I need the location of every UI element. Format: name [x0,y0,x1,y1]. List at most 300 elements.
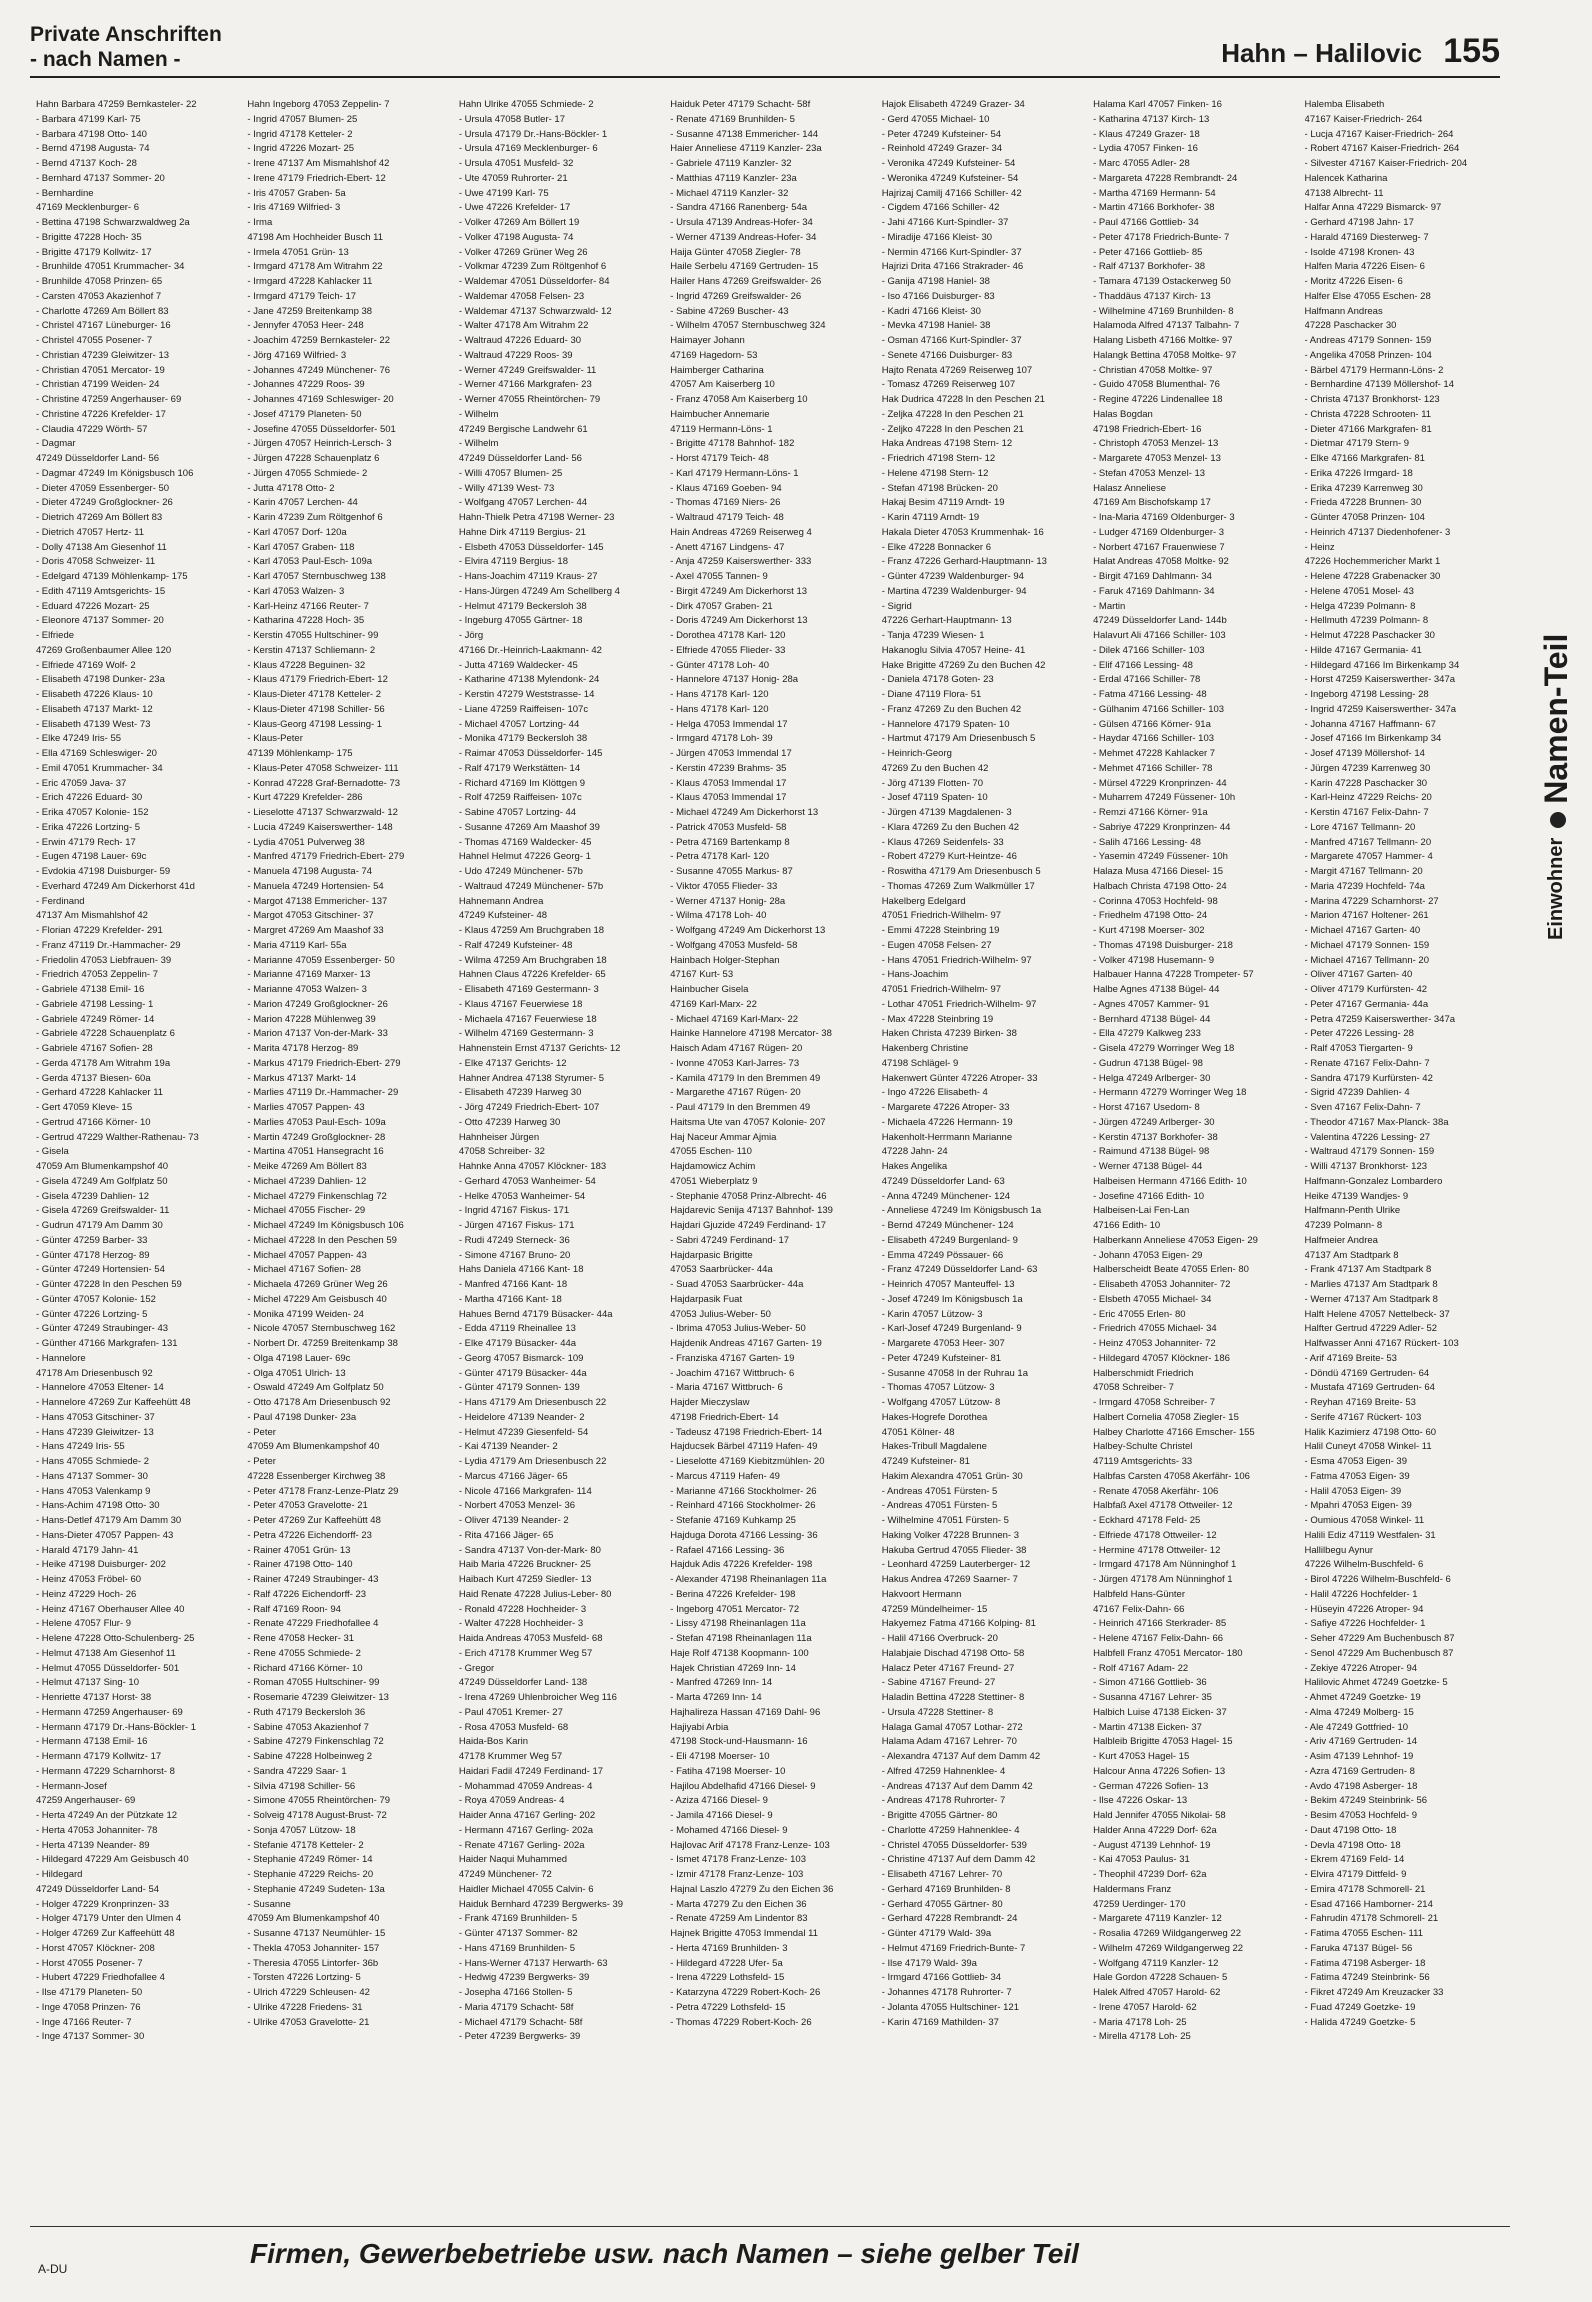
listing-entry: - Florian 47229 Krefelder- 291 [36,925,163,936]
listing-entry: - Lieselotte 47169 Kiebitzmühlen- 20 [670,1456,825,1467]
listing-entry: - Hans-Achim 47198 Otto- 30 [36,1500,160,1512]
listing-entry: - Jürgen 47139 Magdalenen- 3 [881,807,1012,818]
listing-entry: - Jörg 47249 Friedrich-Ebert- 107 [458,1102,600,1113]
listing-entry: - Sabine 47269 Buscher- 43 [670,305,789,317]
listing-entry: - Konrad 47228 Graf-Bernadotte- 73 [247,777,401,789]
listing-entry: - Hermann 47229 Scharnhorst- 8 [36,1765,175,1777]
listing-entry: - Rita 47166 Jäger- 65 [458,1529,554,1541]
listing-entry: - Silvia 47198 Schiller- 56 [247,1780,356,1792]
listing-entry: - Andreas 47051 Fürsten- 5 [881,1485,998,1497]
listing-entry: - Raimund 47138 Bügel- 98 [1093,1146,1210,1158]
listing-entry: - Michael 47239 Dahlien- 12 [247,1175,367,1187]
listing-entry: Hakaj Besim 47119 Arndt- 19 [881,497,1005,509]
listing-entry: - Esad 47166 Hamborner- 214 [1304,1898,1433,1910]
listing-entry: - Ismet 47178 Franz-Lenze- 103 [670,1854,806,1866]
listing-entry: Hakyemez Fatma 47166 Kolping- 81 [881,1618,1036,1630]
listing-entry: - Alma 47249 Molberg- 15 [1304,1706,1414,1718]
listing-entry: - Mohammad 47059 Andreas- 4 [458,1780,593,1792]
listing-entry: - Gudrun 47179 Am Damm 30 [36,1220,163,1231]
listing-column [876,98,1087,2206]
listing-entry: - Emmi 47228 Steinbring 19 [881,925,1000,936]
listing-entry: - Andreas 47137 Auf dem Damm 42 [881,1780,1033,1792]
listing-entry: - Franz 47249 Düsseldorfer Land- 63 [881,1264,1038,1276]
listing-entry: 47198 Am Hochheider Busch 11 [247,231,383,243]
listing-entry: - Monika 47199 Weiden- 24 [247,1308,364,1320]
listing-entry: - Ralf 47137 Borkhofer- 38 [1093,261,1206,273]
listing-entry: Halilovic Ahmet 47249 Goetzke- 5 [1304,1677,1448,1689]
listing-entry: - Weronika 47249 Kufsteiner- 54 [881,172,1019,184]
listing-entry: - Birol 47226 Wilhelm-Buschfeld- 6 [1304,1574,1451,1585]
listing-entry: - Ina-Maria 47169 Oldenburger- 3 [1093,512,1235,523]
listing-entry: - Peter 47053 Gravelotte- 21 [247,1500,368,1512]
listing-entry: - Ludger 47169 Oldenburger- 3 [1093,526,1225,538]
listing-entry: - Everhard 47249 Am Dickerhorst 41d [36,880,195,892]
listing-entry: 47119 Amtsgerichts- 33 [1093,1456,1193,1467]
listing-entry: - Klaus 47053 Immendal 17 [670,792,787,804]
listing-entry: Halfmann Andreas [1304,305,1383,317]
listing-entry: - Carsten 47053 Akazienhof 7 [36,290,162,302]
listing-entry: - Sabine 47053 Akazienhof 7 [247,1721,369,1733]
listing-entry: - Liane 47259 Raiffeisen- 107c [458,703,589,715]
listing-entry: 47249 Düsseldorfer Land- 138 [458,1677,588,1689]
listing-entry: - Helke 47053 Wanheimer- 54 [458,1190,586,1202]
listing-entry: - Eugen 47058 Felsen- 27 [881,939,992,951]
side-tab [1532,633,1580,940]
listing-entry: 47167 Kurt- 53 [670,969,734,981]
listing-entry: - Peter [247,1426,276,1438]
listing-entry: Halfar Anna 47229 Bismarck- 97 [1304,202,1442,214]
listing-entry: - Michael 47055 Fischer- 29 [247,1205,366,1217]
listing-entry: Hahn-Thielk Petra 47198 Werner- 23 [458,512,615,523]
listing-entry: - Johannes 47229 Roos- 39 [247,379,365,391]
listing-entry: Halencek Katharina [1304,172,1388,184]
listing-entry: - Bernd 47137 Koch- 28 [36,158,137,169]
listing-entry: - Manfred 47179 Friedrich-Ebert- 279 [247,851,405,863]
listing-entry: Hajdarevic Senija 47137 Bahnhof- 139 [670,1205,833,1217]
listing-entry: - Helmut 47055 Düsseldorfer- 501 [36,1662,180,1674]
listing-entry: - Stephanie 47249 Sudeten- 13a [247,1883,385,1895]
listing-entry: - Karl-Heinz 47166 Reuter- 7 [247,600,369,612]
listing-entry: Hahner Andrea 47138 Styrumer- 5 [458,1072,605,1084]
listing-entry: - Olga 47051 Ulrich- 13 [247,1367,346,1379]
listing-entry: - Sabri 47249 Ferdinand- 17 [670,1234,790,1246]
listing-entry: - Karin 47239 Zum Röltgenhof 6 [247,512,383,523]
listing-entry: Haida Andreas 47053 Musfeld- 68 [458,1633,603,1644]
listing-entry: - Inge 47058 Prinzen- 76 [36,2001,141,2013]
listing-entry: - Fatiha 47198 Moerser- 10 [670,1765,786,1777]
listing-entry: - Dietrich 47057 Hertz- 11 [36,526,145,538]
listing-entry: Hahn Barbara 47259 Bernkasteler- 22 [36,99,197,110]
listing-entry: 47249 Düsseldorfer Land- 54 [36,1883,160,1895]
listing-entry: - Peter [247,1456,276,1467]
listing-entry: - Matthias 47119 Kanzler- 23a [670,172,797,184]
listing-column [241,98,452,2206]
listing-entry: - Josef 47166 Im Birkenkamp 34 [1304,733,1442,745]
listing-entry: - Johann 47053 Eigen- 29 [1093,1249,1203,1261]
listing-entry: - Jürgen 47053 Immendal 17 [670,748,792,759]
listing-entry: - Bernhardine 47139 Möllershof- 14 [1304,379,1454,391]
listing-entry: 47053 Saarbrücker- 44a [670,1264,773,1276]
listing-entry: - Wilhelm 47057 Sternbuschweg 324 [670,320,826,332]
listing-entry: - Markus 47137 Markt- 14 [247,1072,357,1084]
listing-entry: Hajilou Abdelhafid 47166 Diesel- 9 [670,1780,816,1792]
listing-entry: - Michael 47249 Im Königsbusch 106 [247,1220,404,1231]
listing-entry: - Dolly 47138 Am Giesenhof 11 [36,541,167,553]
listing-entry: - Edelgard 47139 Möhlenkamp- 175 [36,571,188,582]
listing-entry: - Willi 47057 Blumen- 25 [458,467,563,479]
listing-entry: Hahnheiser Jürgen [458,1131,540,1143]
listing-entry: Hak Dudrica 47228 In den Peschen 21 [881,394,1045,405]
listing-entry: - Walter 47228 Hochheider- 3 [458,1618,584,1630]
listing-entry: - Petra 47226 Eichendorff- 23 [247,1529,372,1541]
listing-entry: 47167 Felix-Dahn- 66 [1093,1603,1185,1615]
listing-entry: - Hermann 47138 Emil- 16 [36,1736,148,1748]
listing-entry: - Birgit 47169 Dahlmann- 34 [1093,571,1212,582]
listing-entry: Halbert Cornelia 47058 Ziegler- 15 [1093,1411,1239,1423]
listing-entry: - Helmut 47137 Sing- 10 [36,1677,139,1689]
listing-entry: - Günter 47239 Waldenburger- 94 [881,571,1024,582]
listing-entry: - Hans-Joachim 47119 Kraus- 27 [458,571,598,582]
listing-entry: - Susanne 47138 Emmericher- 144 [670,128,819,140]
listing-entry: - Stefan 47053 Menzel- 13 [1093,467,1206,479]
listing-entry: - Petra 47259 Kaiserswerther- 347a [1304,1013,1456,1025]
listing-entry: Halbach Christa 47198 Otto- 24 [1093,880,1227,892]
listing-entry: - Thomas 47169 Waldecker- 45 [458,836,592,848]
listing-entry: - Meike 47269 Am Böllert 83 [247,1161,367,1172]
listing-entry: Hajok Elisabeth 47249 Grazer- 34 [881,99,1025,110]
listing-entry: - Erwin 47179 Rech- 17 [36,836,136,848]
listing-entry: - Bettina 47198 Schwarzwaldweg 2a [36,217,190,228]
listing-entry: - Marcus 47166 Jäger- 65 [458,1470,568,1482]
listing-entry: Halik Kazimierz 47198 Otto- 60 [1304,1426,1437,1438]
listing-entry: Halat Andreas 47058 Moltke- 92 [1093,556,1229,568]
listing-entry: - Susanne 47269 Am Maashof 39 [458,821,600,833]
listing-entry: - Josef 47139 Möllershof- 14 [1304,748,1425,759]
listing-entry: - Safiye 47226 Hochfelder- 1 [1304,1618,1426,1630]
listing-entry: - Jürgen 47167 Fiskus- 171 [458,1220,575,1231]
listing-entry: - Klaus 47053 Immendal 17 [670,777,787,789]
listing-entry: - Volker 47198 Augusta- 74 [458,231,574,243]
listing-entry: - Erich 47226 Eduard- 30 [36,792,143,804]
listing-entry: Haida-Bos Karin [458,1736,529,1748]
listing-entry: - Klaus 47179 Friedrich-Ebert- 12 [247,674,388,686]
listing-entry: - Lydia 47179 Am Driesenbusch 22 [458,1456,607,1467]
listing-entry: - Wolfgang 47249 Am Dickerhorst 13 [670,925,826,936]
listing-entry: - Gisela 47239 Dahlien- 12 [36,1190,150,1202]
listing-entry: Haken Christa 47239 Birken- 38 [881,1028,1017,1040]
listing-entry: - Michael 47279 Finkenschlag 72 [247,1190,387,1202]
listing-entry: - Josefine 47055 Düsseldorfer- 501 [247,423,396,435]
listing-entry: Halfmann-Penth Ulrike [1304,1205,1401,1217]
listing-entry: - Faruka 47137 Bügel- 56 [1304,1942,1413,1954]
listing-entry: - Doris 47249 Am Dickerhorst 13 [670,615,808,627]
listing-entry: - Birgit 47249 Am Dickerhorst 13 [670,585,808,597]
listing-entry: 47249 Düsseldorfer Land- 63 [881,1175,1005,1187]
listing-column [1087,98,1298,2206]
listing-entry: - Irma [247,217,273,228]
listing-entry: - Martin 47138 Eicken- 37 [1093,1721,1202,1733]
listing-entry: - Christian 47051 Mercator- 19 [36,364,165,376]
listing-entry: - Irmgard 47178 Am Witrahm 22 [247,261,383,273]
listing-entry: - Josef 47119 Spaten- 10 [881,792,988,804]
listing-entry: - Jutta 47169 Waldecker- 45 [458,659,578,671]
listing-entry: - Brigitte 47228 Hoch- 35 [36,231,142,243]
listing-entry: - Jürgen 47178 Am Nünninghof 1 [1093,1574,1233,1585]
listing-entry: - Elisabeth 47198 Dunker- 23a [36,674,165,686]
listing-entry: 47051 Kölner- 48 [881,1426,955,1438]
listing-entry: - Maria 47239 Hochfeld- 74a [1304,880,1425,892]
listing-entry: - Stephanie 47229 Reichs- 20 [247,1869,374,1880]
listing-entry: - Günter 47249 Straubinger- 43 [36,1323,169,1335]
listing-entry: Hajto Renata 47269 Reiserweg 107 [881,364,1033,376]
listing-entry: - Gisela [36,1146,69,1158]
listing-entry: - Brigitte 47178 Bahnhof- 182 [670,438,795,450]
listing-entry: 47249 Düsseldorfer Land- 56 [36,453,160,464]
listing-entry: Hahs Daniela 47166 Kant- 18 [458,1264,584,1276]
listing-entry: Hakvoort Hermann [881,1588,962,1600]
listing-entry: - Irene 47179 Friedrich-Ebert- 12 [247,172,386,184]
listing-entry: - Patrick 47053 Musfeld- 58 [670,821,787,833]
listing-entry: - Uwe 47226 Krefelder- 17 [458,202,571,214]
listing-entry: - Evdokia 47198 Duisburger- 59 [36,866,171,877]
listing-entry: - Günter 47058 Prinzen- 104 [1304,512,1425,523]
listing-entry: - Norbert Dr. 47259 Breitenkamp 38 [247,1338,398,1349]
listing-entry: - Miradije 47166 Kleist- 30 [881,231,993,243]
listing-entry: - Klara 47269 Zu den Buchen 42 [881,821,1020,833]
listing-entry: - Fatima 47249 Steinbrink- 56 [1304,1972,1430,1984]
listing-entry: - Lydia 47051 Pulverweg 38 [247,836,365,848]
listing-entry: - Ingrid 47178 Ketteler- 2 [247,128,353,140]
listing-entry: - Mohamed 47166 Diesel- 9 [670,1824,788,1836]
listing-entry: - Margit 47167 Tellmann- 20 [1304,866,1423,877]
listing-entry: - Charlotte 47269 Am Böllert 83 [36,305,169,317]
listing-entry: - Michael 47167 Garten- 40 [1304,925,1421,936]
listing-entry: Hajiyabi Arbia [670,1721,729,1733]
listing-entry: - Nicole 47057 Sternbuschweg 162 [247,1323,396,1335]
listing-entry: - Ekrem 47169 Feld- 14 [1304,1854,1405,1866]
listing-entry: Hakus Andrea 47269 Saarner- 7 [881,1574,1018,1585]
listing-entry: - Holger 47179 Unter den Ulmen 4 [36,1913,182,1925]
listing-entry: - Renate 47229 Friedhofallee 4 [247,1618,379,1630]
listing-entry: - Silvester 47167 Kaiser-Friedrich- 204 [1304,158,1468,169]
listing-entry: - Günter 47179 Wald- 39a [881,1928,992,1939]
listing-entry: - Hannelore 47053 Eltener- 14 [36,1382,164,1394]
listing-entry: - Elisabeth 47139 West- 73 [36,718,151,730]
listing-entry: - Thomas 47198 Duisburger- 218 [1093,939,1233,951]
listing-entry: - Andreas 47178 Ruhrorter- 7 [881,1795,1006,1807]
listing-entry: Halbleib Brigitte 47053 Hagel- 15 [1093,1736,1233,1748]
listing-entry: - Josef 47249 Im Königsbusch 1a [881,1293,1023,1305]
listing-entry: - Peter 47269 Zur Kaffeehütt 48 [247,1515,381,1526]
listing-entry: - Elsbeth 47053 Düsseldorfer- 145 [458,541,604,553]
listing-entry: - Ivonne 47053 Karl-Jarres- 73 [670,1057,800,1069]
listing-entry: - Peter 47166 Gottlieb- 85 [1093,246,1203,258]
listing-entry: - Marion 47228 Mühlenweg 39 [247,1013,376,1025]
listing-entry: - Margot 47138 Emmericher- 137 [247,895,388,907]
listing-entry: - Olga 47198 Lauer- 69c [247,1352,351,1364]
listing-entry: Hakenholt-Herrmann Marianne [881,1131,1013,1143]
listing-entry: - Hannelore 47179 Spaten- 10 [881,718,1010,730]
listing-entry: - Marlies 47119 Dr.-Hammacher- 29 [247,1087,399,1099]
listing-entry: Halek Alfred 47057 Harold- 62 [1093,1987,1221,1998]
listing-entry: - Gertrud 47229 Walther-Rathenau- 73 [36,1131,199,1143]
listing-entry: - Peter 47249 Kufsteiner- 54 [881,128,1002,140]
listing-entry: 47139 Möhlenkamp- 175 [247,748,353,759]
listing-entry: - Gabriele 47167 Sofien- 28 [36,1043,153,1054]
listing-entry: - Franz 47119 Dr.-Hammacher- 29 [36,939,181,951]
listing-entry: - Fatma 47053 Eigen- 39 [1304,1470,1410,1482]
listing-entry: - Christine 47259 Angerhauser- 69 [36,394,182,405]
listing-entry: - Helene 47051 Mosel- 43 [1304,585,1414,597]
listing-entry: - Waltraud 47249 Münchener- 57b [458,880,604,892]
listing-entry: - Erdal 47166 Schiller- 78 [1093,674,1201,686]
name-range [1221,32,1500,71]
listing-entry: - Jörg 47169 Wilfried- 3 [247,349,347,361]
listing-entry: Haid Renate 47228 Julius-Leber- 80 [458,1588,612,1600]
listing-entry: - Paul 47051 Kremer- 27 [458,1706,563,1718]
listing-entry: - Wilhelm [458,408,499,420]
listing-entry: - Helmut 47179 Beckersloh 38 [458,600,587,612]
listing-entry: - Irmgard 47179 Teich- 17 [247,290,357,302]
listing-entry: Haimayer Johann [670,335,745,346]
listing-entry: - Gerda 47178 Am Witrahm 19a [36,1057,171,1069]
listing-entry: - Holger 47269 Zur Kaffeehütt 48 [36,1928,175,1939]
listing-entry: - Karin 47057 Lerchen- 44 [247,497,358,509]
listing-entry: - Ulrike 47228 Friedens- 31 [247,2001,363,2013]
listing-entry: - Sabine 47279 Finkenschlag 72 [247,1736,384,1748]
listing-entry: 47269 Zu den Buchen 42 [881,762,989,774]
listing-entry: - Michael 47179 Sonnen- 159 [1304,939,1430,951]
listing-entry: - Lieselotte 47137 Schwarzwald- 12 [247,807,398,818]
listing-entry: - Margarethe 47167 Rügen- 20 [670,1087,801,1099]
listing-entry: - Hans 47053 Gitschiner- 37 [36,1411,155,1423]
listing-entry: - Gisela 47249 Am Golfplatz 50 [36,1175,168,1187]
listing-entry: - Jahi 47166 Kurt-Spindler- 37 [881,217,1009,228]
listing-entry: - Helga 47239 Polmann- 8 [1304,600,1416,612]
listing-entry: - Rosemarie 47239 Gleiwitzer- 13 [247,1692,389,1703]
listing-entry: - Peter 47167 Germania- 44a [1304,998,1429,1010]
listing-entry: - Kerstin 47279 Weststrasse- 14 [458,689,595,700]
listing-entry: Hailer Hans 47269 Greifswalder- 26 [670,276,822,287]
listing-entry: - Eleonore 47137 Sommer- 20 [36,615,164,627]
listing-entry: - Kadri 47166 Kleist- 30 [881,305,981,317]
listing-entry: 47259 Mündelheimer- 15 [881,1603,988,1615]
listing-entry: 47169 Mecklenburger- 6 [36,202,139,214]
listing-entry: - Ute 47059 Ruhrorter- 21 [458,172,568,184]
listing-entry: - Heinz 47229 Hoch- 26 [36,1588,137,1600]
listing-entry: Halama Adam 47167 Lehrer- 70 [881,1736,1017,1748]
listing-entry: - Anja 47259 Kaiserswerther- 333 [670,556,812,568]
listing-entry: - Bernd 47198 Augusta- 74 [36,143,150,155]
listing-entry: - Ingeburg 47055 Gärtner- 18 [458,615,583,627]
listing-entry: - Suad 47053 Saarbrücker- 44a [670,1279,804,1290]
listing-entry: - Gabriele 47198 Lessing- 1 [36,998,154,1010]
listing-entry: 47259 Angerhauser- 69 [36,1795,136,1807]
listing-entry: - Azra 47169 Gertruden- 8 [1304,1765,1415,1777]
listing-entry: - Stefan 47198 Rheinanlagen 11a [670,1633,812,1644]
listing-entry: - Dietmar 47179 Stern- 9 [1304,438,1410,450]
listing-entry: - Marlies 47137 Am Stadtpark 8 [1304,1279,1438,1290]
listing-entry: 47249 Düsseldorfer Land- 56 [458,453,582,464]
listing-entry: - Günter 47178 Herzog- 89 [36,1249,150,1261]
page-header [30,16,1500,78]
listing-entry: Haier Anneliese 47119 Kanzler- 23a [670,143,822,155]
listing-entry: - Ilse 47179 Planeten- 50 [36,1987,143,1998]
listing-entry: - Maria 47179 Schacht- 58f [458,2001,574,2013]
listing-entry: - Zeljka 47228 In den Peschen 21 [881,408,1024,420]
listing-entry: Halbey-Schulte Christel [1093,1441,1193,1453]
listing-entry: - Rene 47055 Schmiede- 2 [247,1647,361,1659]
listing-entry: - Kerstin 47239 Brahms- 35 [670,762,787,774]
listing-entry: 47228 Paschacker 30 [1304,320,1397,332]
listing-entry: - Gisela 47269 Greifswalder- 11 [36,1205,170,1217]
listing-entry: Halberscheidt Beate 47055 Erlen- 80 [1093,1264,1249,1276]
listing-entry: 47269 Großenbaumer Allee 120 [36,644,172,656]
listing-entry: Haile Serbelu 47169 Gertruden- 15 [670,261,819,273]
listing-entry: - Nermin 47166 Kurt-Spindler- 37 [881,246,1022,258]
listing-entry: - Heinz 47167 Oberhauser Allee 40 [36,1603,185,1615]
listing-entry: - Wilhelm 47269 Wildgangerweg 22 [1093,1942,1244,1954]
listing-entry: Halbfell Franz 47051 Mercator- 180 [1093,1647,1243,1659]
listing-entry: Hajdarpasic Brigitte [670,1249,753,1261]
listing-entry: - Heike 47198 Duisburger- 202 [36,1559,166,1571]
listing-entry: 47137 Am Stadtpark 8 [1304,1249,1399,1261]
listing-entry: - Ingrid 47269 Greifswalder- 26 [670,290,802,302]
listing-entry: - Halida 47249 Goetzke- 5 [1304,2016,1416,2028]
listing-entry: - Sabine 47228 Holbeinweg 2 [247,1751,373,1762]
listing-entry: Halft Helene 47057 Nettelbeck- 37 [1304,1308,1450,1320]
listing-entry: - Jürgen 47249 Arlberger- 30 [1093,1116,1215,1128]
listing-entry: Hake Brigitte 47269 Zu den Buchen 42 [881,659,1046,671]
listing-entry: - Willy 47139 West- 73 [458,482,555,494]
listing-entry: - Heinrich 47137 Diedenhofener- 3 [1304,526,1451,538]
listing-entry: - Gudrun 47138 Bügel- 98 [1093,1057,1203,1069]
listing-entry: - Oswald 47249 Am Golfplatz 50 [247,1382,384,1394]
listing-entry: - Daut 47198 Otto- 18 [1304,1824,1397,1836]
listing-entry: - Josepha 47166 Stollen- 5 [458,1987,573,1998]
listing-entry: Hajek Christian 47269 Inn- 14 [670,1662,796,1674]
listing-entry: - Rolf 47259 Raiffeisen- 107c [458,792,582,804]
listing-entry: - Stephanie 47058 Prinz-Albrecht- 46 [670,1190,827,1202]
listing-entry: - Ursula 47169 Mecklenburger- 6 [458,143,598,155]
listing-entry: - Muharrem 47249 Füssener- 10h [1093,792,1236,804]
listing-entry: - Susanne [247,1898,291,1910]
listing-entry: - Yasemin 47249 Füssener- 10h [1093,851,1228,863]
listing-entry: 47138 Albrecht- 11 [1304,187,1384,199]
listing-entry: Hahnenstein Ernst 47137 Gerichts- 12 [458,1043,621,1054]
listing-entry: - Susanne 47058 In der Ruhrau 1a [881,1367,1028,1379]
listing-entry: 47226 Wilhelm-Buschfeld- 6 [1304,1559,1424,1571]
listing-entry: - Herta 47249 An der Pützkate 12 [36,1810,178,1821]
listing-entry: - Leonhard 47259 Lauterberger- 12 [881,1559,1031,1571]
listing-entry: - Dieter 47166 Markgrafen- 81 [1304,423,1432,435]
listing-entry: - Karin 47228 Paschacker 30 [1304,777,1428,789]
listing-entry: - Manfred 47166 Kant- 18 [458,1279,568,1290]
listing-entry: - Friedrich 47055 Michael- 34 [1093,1323,1217,1335]
listing-entry: - Hans-Detlef 47179 Am Damm 30 [36,1515,182,1526]
listing-entry: - Franz 47226 Gerhard-Hauptmann- 13 [881,556,1047,568]
listing-entry: - Hermann 47279 Worringer Weg 18 [1093,1087,1247,1099]
listing-entry: - Nicole 47166 Markgrafen- 114 [458,1485,592,1497]
listing-entry: - Rafael 47166 Lessing- 36 [670,1544,785,1556]
listing-entry: - Monika 47179 Beckersloh 38 [458,733,588,745]
side-tab-line1: Einwohner [1545,837,1567,940]
listing-entry: - Werner 47166 Markgrafen- 23 [458,379,592,391]
listing-entry: - Hans-Werner 47137 Herwarth- 63 [458,1957,608,1969]
listing-entry: Halberschmidt Friedrich [1093,1367,1194,1379]
listing-entry: 47239 Polmann- 8 [1304,1220,1383,1231]
listing-entry: - Senete 47166 Duisburger- 83 [881,349,1013,361]
